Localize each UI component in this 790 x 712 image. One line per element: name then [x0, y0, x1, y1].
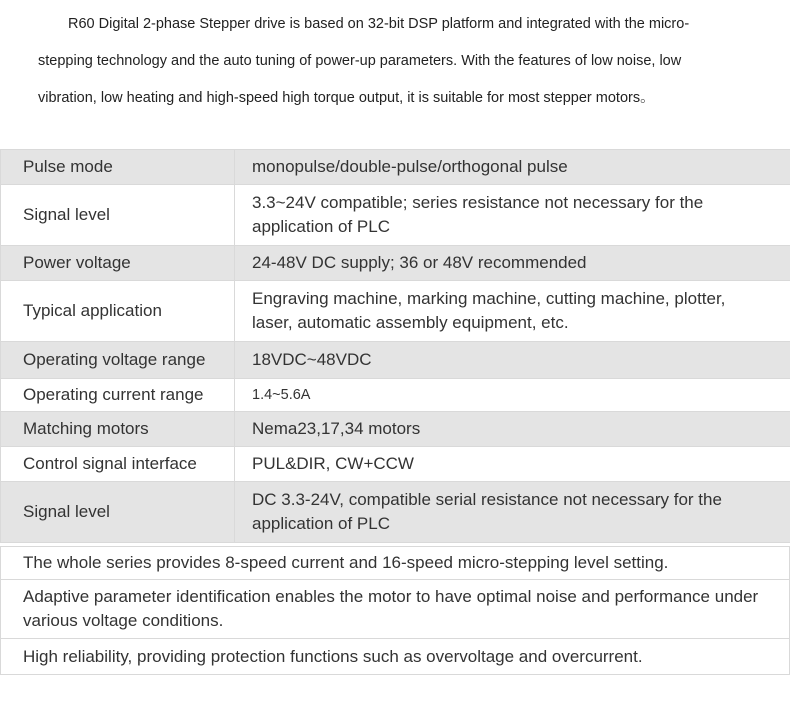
spec-row [1, 342, 790, 379]
spec-row [1, 447, 790, 482]
spec-row [1, 185, 790, 246]
spec-label: Control signal interface [1, 447, 235, 482]
spec-label: Pulse mode [1, 150, 235, 185]
spec-value: 3.3~24V compatible; series resistance not necessary for the application of PLC [235, 185, 790, 246]
spec-label: Power voltage [1, 246, 235, 281]
spec-value: 1.4~5.6A [235, 379, 790, 412]
spec-value: PUL&DIR, CW+CCW [235, 447, 790, 482]
note-row [1, 639, 790, 675]
spec-value: 24-48V DC supply; 36 or 48V recommended [235, 246, 790, 281]
intro-paragraph [38, 6, 768, 117]
note-row [1, 547, 790, 580]
note-row [1, 580, 790, 639]
spec-row [1, 482, 790, 543]
spec-row [1, 246, 790, 281]
feature-notes [0, 546, 790, 675]
spec-table [0, 149, 790, 543]
note-text: Adaptive parameter identification enables the motor to have optimal noise and performance under various voltage conditions. [1, 580, 790, 639]
spec-label: Operating current range [1, 379, 235, 412]
spec-row [1, 281, 790, 342]
note-text: The whole series provides 8-speed current and 16-speed micro-stepping level setting. [1, 547, 790, 580]
spec-label: Matching motors [1, 412, 235, 447]
spec-label: Signal level [1, 185, 235, 246]
intro-line: stepping technology and the auto tuning of power-up parameters. With the features of low noise, low [38, 53, 682, 69]
spec-label: Signal level [1, 482, 235, 543]
spec-value: DC 3.3-24V, compatible serial resistance not necessary for the application of PLC [235, 482, 790, 543]
spec-label: Operating voltage range [1, 342, 235, 379]
spec-row [1, 379, 790, 412]
spec-row [1, 150, 790, 185]
intro-line: R60 Digital 2-phase Stepper drive is based on 32-bit DSP platform and integrated with the micro- [68, 16, 690, 32]
spec-value: monopulse/double-pulse/orthogonal pulse [235, 150, 790, 185]
spec-value: 18VDC~48VDC [235, 342, 790, 379]
spec-row [1, 412, 790, 447]
intro-line: vibration, low heating and high-speed high torque output, it is suitable for most stepper motors。 [38, 90, 655, 106]
spec-label: Typical application [1, 281, 235, 342]
note-text: High reliability, providing protection functions such as overvoltage and overcurrent. [1, 639, 790, 675]
spec-value: Nema23,17,34 motors [235, 412, 790, 447]
spec-value: Engraving machine, marking machine, cutting machine, plotter, laser, automatic assembly equipment, etc. [235, 281, 790, 342]
